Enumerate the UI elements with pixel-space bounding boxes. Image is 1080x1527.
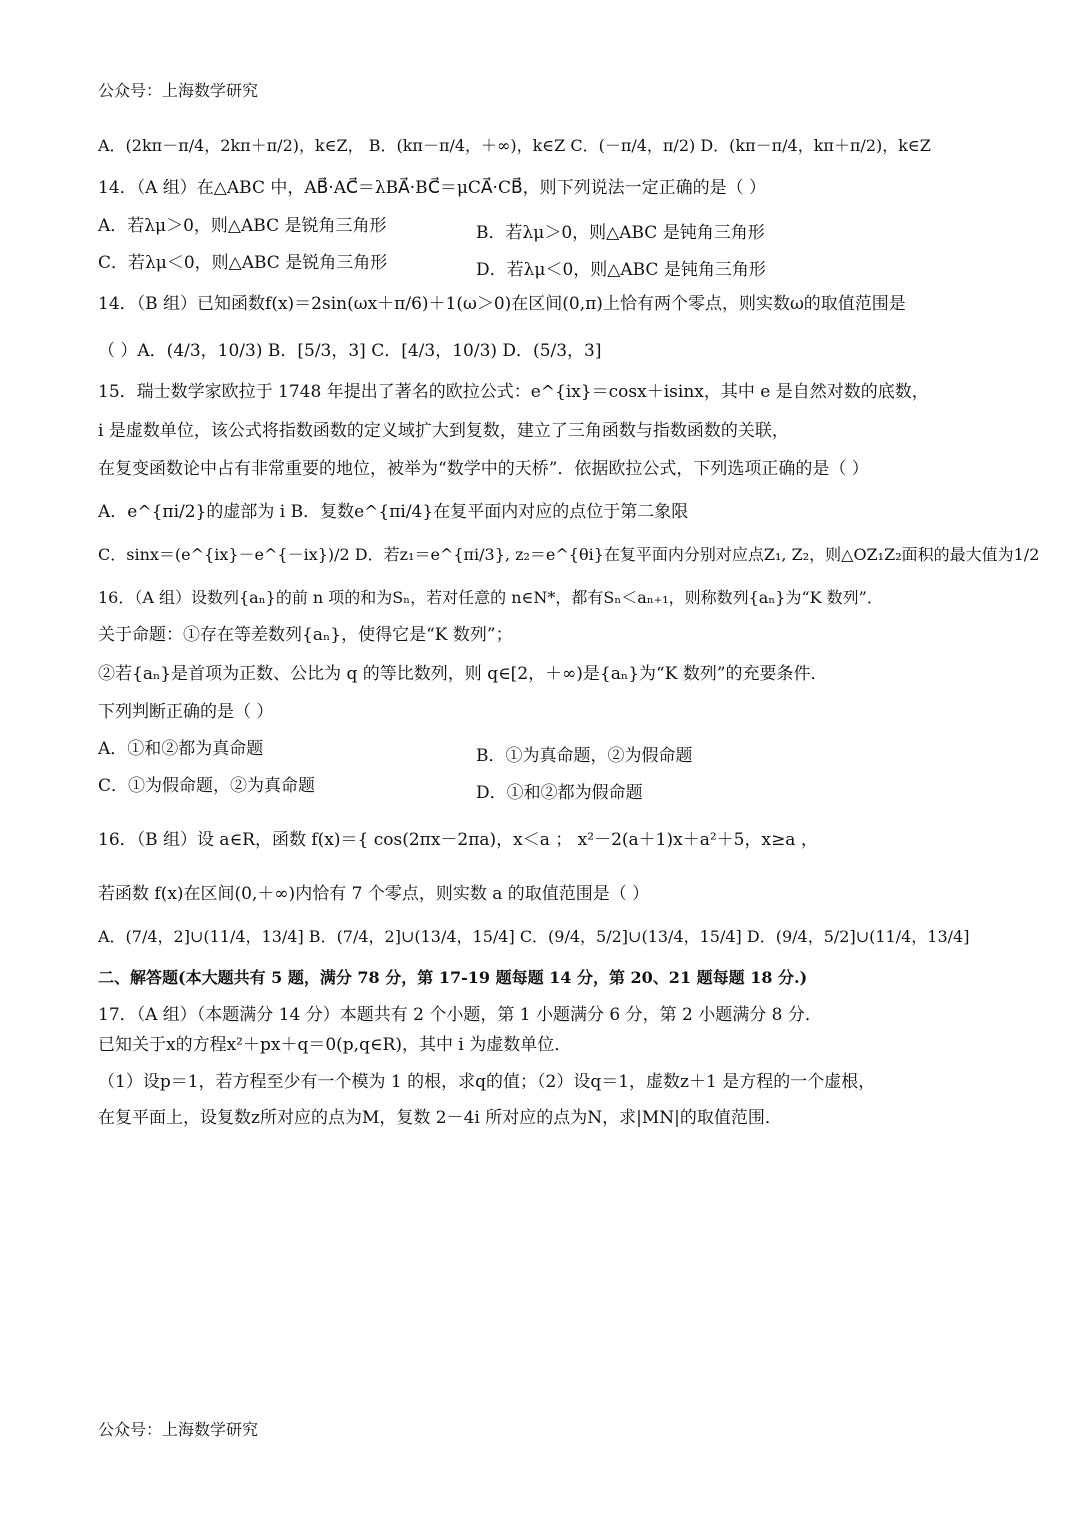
q14a-option-c: C．若λμ＜0，则△ABC 是锐角三角形 — [98, 253, 388, 273]
q14a-option-d: D．若λμ＜0，则△ABC 是钝角三角形 — [476, 260, 766, 280]
q14a-option-b: B．若λμ＞0，则△ABC 是钝角三角形 — [476, 223, 765, 243]
q16a-option-b: B．①为真命题，②为假命题 — [476, 746, 693, 766]
page-header: 公众号：上海数学研究 — [98, 81, 259, 100]
q15-options-cd: C．sinx＝(e^{ix}－e^{－ix})/2 D．若z₁＝e^{πi/3}, z₂＝e^{θi}在复平面内分别对应点Z₁, Z₂，则△OZ₁Z₂面积的最大值为1/2 — [98, 545, 1040, 564]
q15-options-ab: A．e^{πi/2}的虚部为 i B．复数e^{πi/4}在复平面内对应的点位于第二象限 — [98, 502, 689, 522]
q16a-line-4: 下列判断正确的是（ ） — [98, 702, 274, 722]
q16b-line-2: 若函数 f(x)在区间(0,＋∞)内恰有 7 个零点，则实数 a 的取值范围是（ ） — [98, 884, 650, 904]
q15-line-2: i 是虚数单位，该公式将指数函数的定义域扩大到复数，建立了三角函数与指数函数的关联， — [98, 421, 789, 441]
section-2-heading: 二、解答题(本大题共有 5 题，满分 78 分，第 17-19 题每题 14 分，第 20、21 题每题 18 分.) — [98, 968, 808, 987]
q16a-line-1: 16．（A 组）设数列{aₙ}的前 n 项的和为Sₙ，若对任意的 n∈N*，都有Sₙ＜aₙ₊₁，则称数列{aₙ}为“K 数列”． — [98, 588, 883, 607]
q17-line-3: （1）设p＝1，若方程至少有一个模为 1 的根，求q的值；（2）设q＝1，虚数z＋1 是方程的一个虚根， — [98, 1072, 876, 1092]
q13-options: A．(2kπ－π/4，2kπ＋π/2)，k∈Z， B．(kπ－π/4，＋∞)，k∈Z C．(－π/4，π/2) D．(kπ－π/4，kπ＋π/2)，k∈Z — [98, 136, 931, 155]
page-footer: 公众号：上海数学研究 — [98, 1420, 259, 1439]
q17-line-2: 已知关于x的方程x²＋px＋q＝0(p,q∈R)，其中 i 为虚数单位． — [98, 1035, 572, 1055]
q16a-option-a: A．①和②都为真命题 — [98, 739, 264, 759]
q15-line-1: 15．瑞士数学家欧拉于 1748 年提出了著名的欧拉公式：e^{ix}＝cosx＋isinx，其中 e 是自然对数的底数， — [98, 382, 929, 402]
q14b-options: （ ）A．(4/3，10/3) B．[5/3，3] C．[4/3，10/3) D．(5/3，3] — [98, 341, 602, 361]
q16b-options: A．(7/4，2]∪(11/4，13/4] B．(7/4，2]∪(13/4，15/4] C．(9/4，5/2]∪(13/4，15/4] D．(9/4，5/2]∪(11/4，13/4] — [98, 927, 970, 946]
q16a-option-d: D．①和②都为假命题 — [476, 783, 643, 803]
q17-line-1: 17．（A 组）（本题满分 14 分）本题共有 2 个小题，第 1 小题满分 6 分，第 2 小题满分 8 分． — [98, 1005, 822, 1025]
q16a-line-3: ②若{aₙ}是首项为正数、公比为 q 的等比数列，则 q∈[2，＋∞)是{aₙ}为“K 数列”的充要条件． — [98, 664, 828, 684]
q14a-stem: 14．（A 组）在△ABC 中，AB⃗·AC⃗＝λBA⃗·BC⃗＝μCA⃗·CB⃗，则下列说法一定正确的是（ ） — [98, 178, 767, 198]
q14a-option-a: A．若λμ＞0，则△ABC 是锐角三角形 — [98, 216, 387, 236]
q16b-line-1: 16．（B 组）设 a∈R，函数 f(x)＝{ cos(2πx－2πa)，x＜a ； x²－2(a＋1)x＋a²＋5，x≥a ， — [98, 830, 818, 850]
q15-line-3: 在复变函数论中占有非常重要的地位，被举为“数学中的天桥”．依据欧拉公式，下列选项正确的是（ ） — [98, 459, 869, 479]
q17-line-4: 在复平面上，设复数z所对应的点为M，复数 2－4i 所对应的点为N，求|MN|的取值范围． — [98, 1108, 782, 1128]
q16a-option-c: C．①为假命题，②为真命题 — [98, 776, 316, 796]
q16a-line-2: 关于命题：①存在等差数列{aₙ}，使得它是“K 数列”； — [98, 625, 513, 645]
q14b-stem: 14．（B 组）已知函数f(x)＝2sin(ωx＋π/6)＋1(ω＞0)在区间(0,π)上恰有两个零点，则实数ω的取值范围是 — [98, 294, 906, 314]
